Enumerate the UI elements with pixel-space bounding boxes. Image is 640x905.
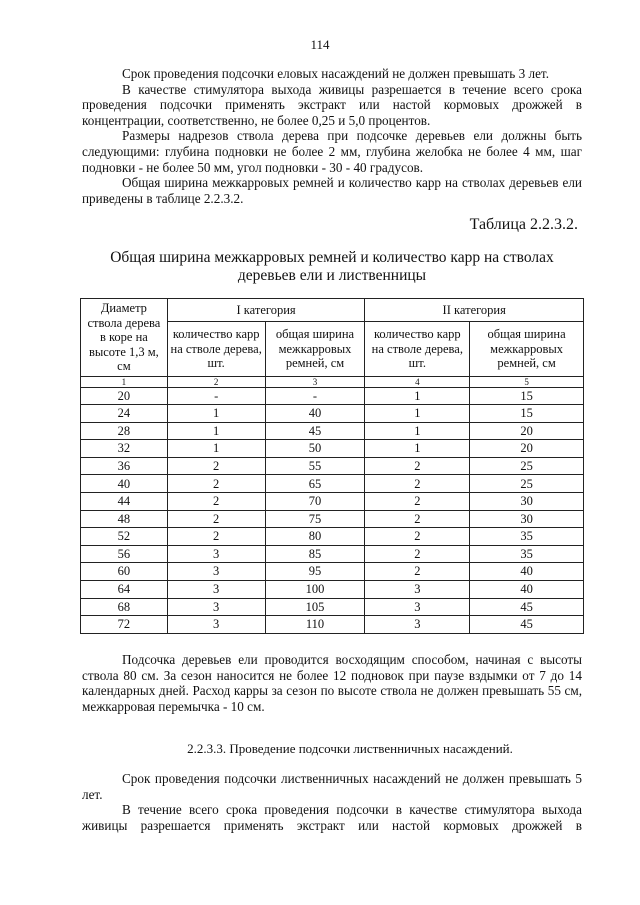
table-cell: 110 <box>265 616 365 634</box>
subheader: количество карр на стволе дерева, шт. <box>167 322 265 377</box>
header-diameter: Диаметр ствола дерева в коре на высоте 1,3 м, см <box>81 299 168 377</box>
table-cell: 28 <box>81 422 168 440</box>
paragraph: Срок проведения подсочки еловых насаждений не должен превышать 3 лет. <box>122 66 549 81</box>
table-cell: 100 <box>265 581 365 599</box>
table-cell: 2 <box>365 493 470 511</box>
table-row <box>81 598 584 616</box>
table-cell: 68 <box>81 598 168 616</box>
subheader: общая ширина межкарровых ремней, см <box>265 322 365 377</box>
table-cell: 40 <box>470 581 584 599</box>
table-row <box>81 528 584 546</box>
table-cell: 3 <box>167 563 265 581</box>
table-cell: 3 <box>365 598 470 616</box>
subheader: общая ширина межкарровых ремней, см <box>470 322 584 377</box>
table-cell: 2 <box>167 475 265 493</box>
page-number: 114 <box>310 37 330 52</box>
table-cell: 45 <box>470 598 584 616</box>
column-number: 4 <box>365 376 470 387</box>
table-cell: 36 <box>81 457 168 475</box>
table-cell: 2 <box>167 457 265 475</box>
column-number-row <box>81 376 584 387</box>
table-cell: 15 <box>470 405 584 423</box>
table-cell: 30 <box>470 510 584 528</box>
table-cell: 44 <box>81 493 168 511</box>
table-cell: 20 <box>470 422 584 440</box>
column-number: 5 <box>470 376 584 387</box>
table-cell: 20 <box>470 440 584 458</box>
paragraph: Общая ширина межкарровых ремней и количество карр на стволах деревьев ели приведены в таблице 2.2.3.2. <box>82 175 582 206</box>
paragraph: В течение всего срока проведения подсочки в качестве стимулятора выхода живицы разрешается применять экстракт или настой кормовых дрожжей в <box>82 802 582 833</box>
table-cell: 20 <box>81 387 168 405</box>
table-row <box>81 457 584 475</box>
table-cell: 2 <box>167 528 265 546</box>
paragraph: Срок проведения подсочки лиственничных насаждений не должен превышать 5 лет. <box>82 771 582 802</box>
table-cell: 1 <box>365 422 470 440</box>
table-row <box>81 545 584 563</box>
table-cell: 1 <box>365 387 470 405</box>
table-caption: Таблица 2.2.3.2. <box>469 216 578 233</box>
table-cell: 25 <box>470 475 584 493</box>
table-cell: 1 <box>167 405 265 423</box>
table-cell: 3 <box>365 616 470 634</box>
table-cell: 3 <box>365 581 470 599</box>
column-number: 2 <box>167 376 265 387</box>
table-cell: 56 <box>81 545 168 563</box>
table-cell: 3 <box>167 598 265 616</box>
table-cell: 1 <box>365 405 470 423</box>
table-row <box>81 616 584 634</box>
paragraph: Подсочка деревьев ели проводится восходящим способом, начиная с высоты ствола 80 см. За сезон наносится не более 12 подновок при паузе вздымки от 7 до 14 календарных дней. Расход карры за сезон по высоте ствола не должен превышать 55 см, межкарровая перемычка - 10 см. <box>82 652 582 714</box>
table-cell: 2 <box>365 475 470 493</box>
column-number: 3 <box>265 376 365 387</box>
table-cell: 45 <box>470 616 584 634</box>
table-cell: 2 <box>167 510 265 528</box>
table-cell: 2 <box>167 493 265 511</box>
column-number: 1 <box>81 376 168 387</box>
table-cell: 3 <box>167 581 265 599</box>
table-title: Общая ширина межкарровых ремней и количество карр на стволах деревьев ели и лиственницы <box>110 249 554 284</box>
table-row <box>81 510 584 528</box>
table-cell: 50 <box>265 440 365 458</box>
table-cell: 75 <box>265 510 365 528</box>
table-cell: 55 <box>265 457 365 475</box>
table-cell: 3 <box>167 616 265 634</box>
table-cell: 40 <box>470 563 584 581</box>
table-cell: 95 <box>265 563 365 581</box>
table-cell: 2 <box>365 510 470 528</box>
table-cell: 65 <box>265 475 365 493</box>
header-category-2: II категория <box>365 299 584 322</box>
data-table <box>80 298 584 634</box>
table-cell: 48 <box>81 510 168 528</box>
table-cell: 2 <box>365 528 470 546</box>
paragraph: В качестве стимулятора выхода живицы разрешается в течение всего срока проведения подсочки применять экстракт или настой кормовых дрожжей в концентрации, соответственно, не более 0,25 и 5,0 процентов. <box>82 81 582 128</box>
section-heading: 2.2.3.3. Проведение подсочки лиственничных насаждений. <box>187 741 513 756</box>
table-cell: 70 <box>265 493 365 511</box>
after-table-text <box>82 652 582 714</box>
table-row <box>81 422 584 440</box>
table-cell: 40 <box>265 405 365 423</box>
table-cell: 1 <box>365 440 470 458</box>
table-row <box>81 475 584 493</box>
table-cell: 2 <box>365 563 470 581</box>
table-row <box>81 581 584 599</box>
table-row <box>81 563 584 581</box>
paragraph: Размеры надрезов ствола дерева при подсочке деревьев ели должны быть следующими: глубина подновки не более 2 мм, глубина желобка не более 4 мм, шаг подновки - не более 50 мм, угол подновки - 30 - 40 градусов. <box>82 128 582 175</box>
table-cell: 32 <box>81 440 168 458</box>
table-row <box>81 405 584 423</box>
table-cell: - <box>265 387 365 405</box>
final-text <box>82 771 582 833</box>
table-cell: 35 <box>470 528 584 546</box>
table-row <box>81 387 584 405</box>
table-cell: 25 <box>470 457 584 475</box>
table-cell: 64 <box>81 581 168 599</box>
table-row <box>81 493 584 511</box>
table-cell: 2 <box>365 545 470 563</box>
table-cell: 2 <box>365 457 470 475</box>
table-cell: 1 <box>167 422 265 440</box>
table-cell: 72 <box>81 616 168 634</box>
subheader: количество карр на стволе дерева, шт. <box>365 322 470 377</box>
table-cell: 45 <box>265 422 365 440</box>
table-cell: 35 <box>470 545 584 563</box>
table-row <box>81 440 584 458</box>
table-cell: 52 <box>81 528 168 546</box>
header-category-1: I категория <box>167 299 365 322</box>
table-cell: 60 <box>81 563 168 581</box>
intro-text <box>82 66 582 206</box>
table-cell: 30 <box>470 493 584 511</box>
table-cell: 15 <box>470 387 584 405</box>
table-cell: 40 <box>81 475 168 493</box>
table-cell: 3 <box>167 545 265 563</box>
table-cell: 80 <box>265 528 365 546</box>
table-cell: - <box>167 387 265 405</box>
table-cell: 24 <box>81 405 168 423</box>
table-cell: 105 <box>265 598 365 616</box>
table-cell: 85 <box>265 545 365 563</box>
table-cell: 1 <box>167 440 265 458</box>
